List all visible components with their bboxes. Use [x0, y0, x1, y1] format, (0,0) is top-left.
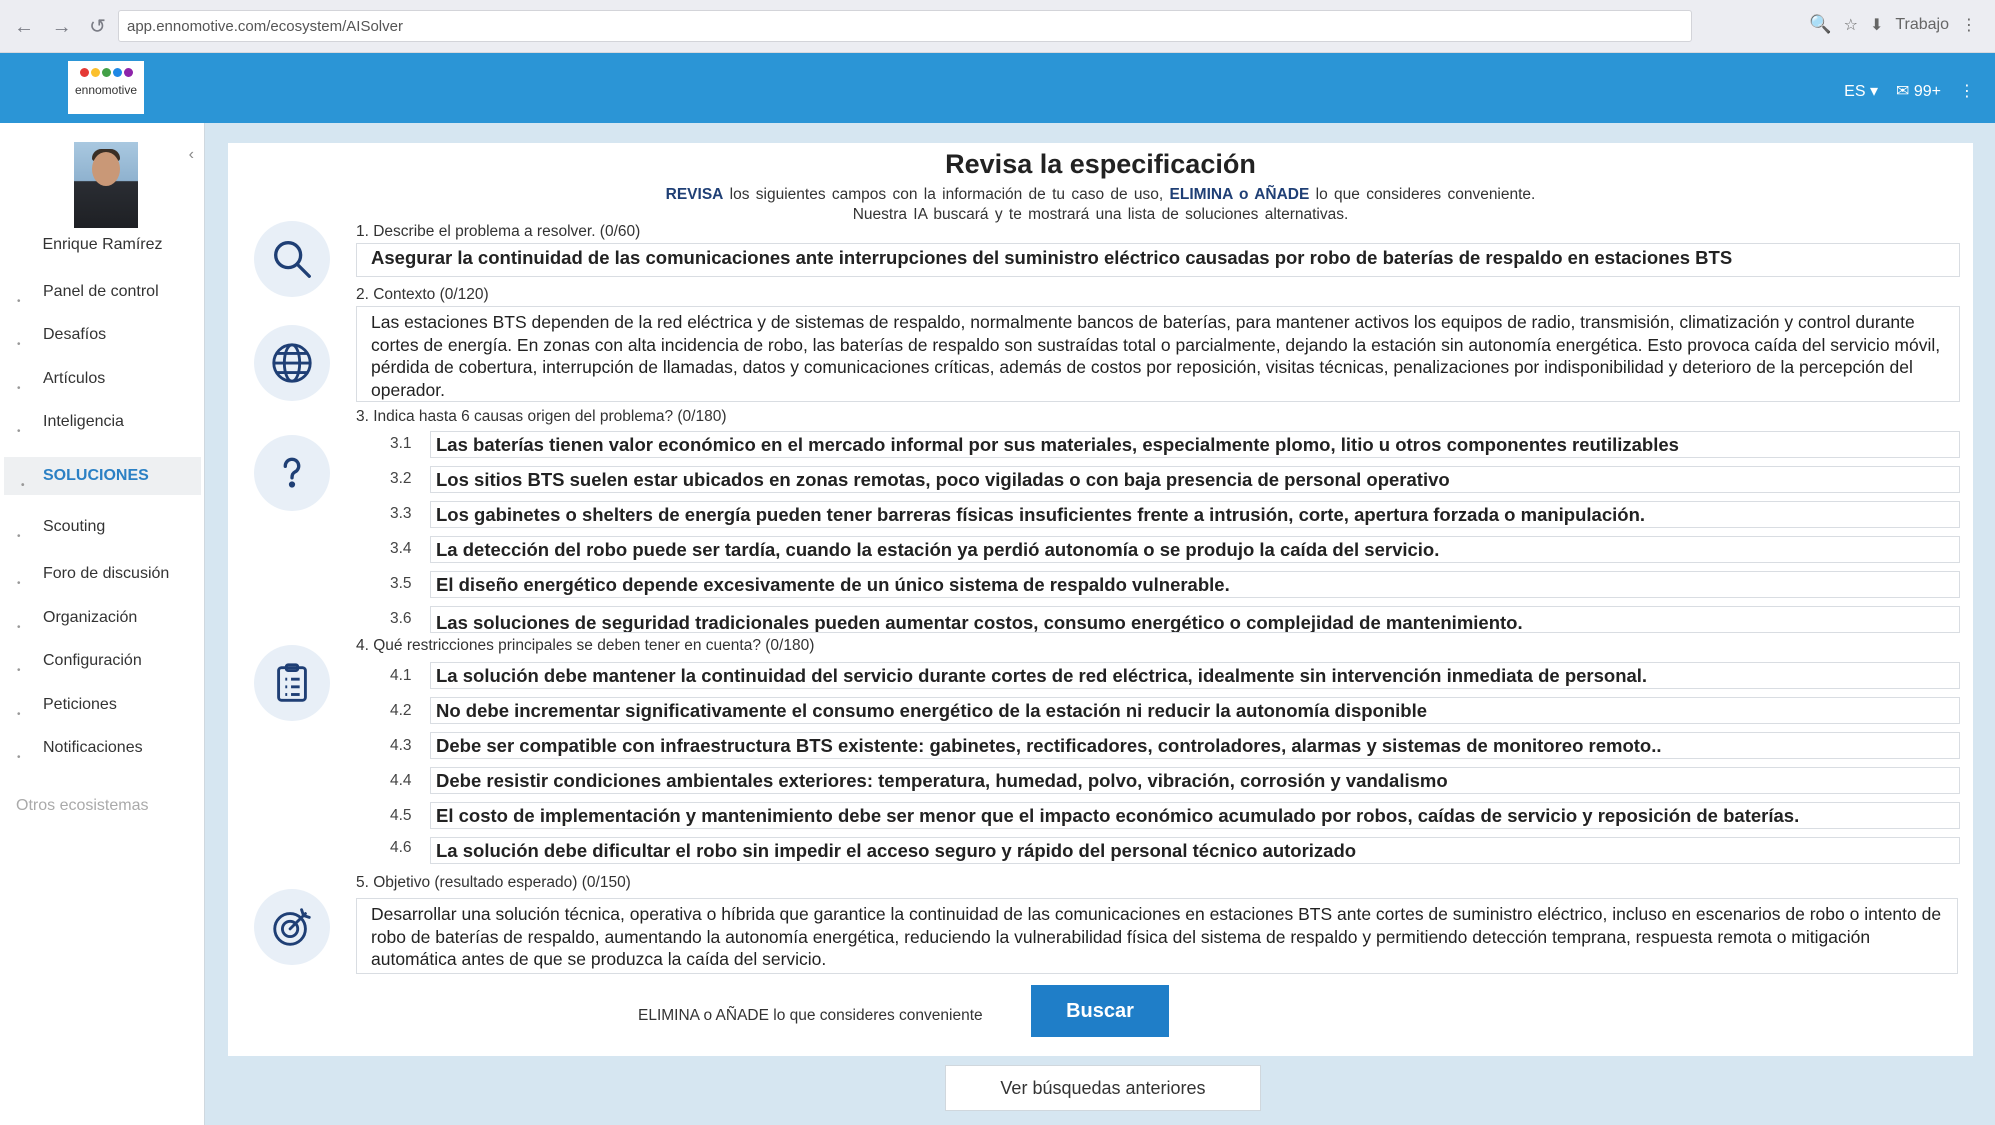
cause-number: 3.1 — [390, 435, 412, 452]
clipboard-checklist-icon — [254, 645, 330, 721]
forward-icon[interactable]: → — [51, 16, 78, 38]
back-icon[interactable]: ← — [14, 16, 40, 38]
cause-input[interactable]: Las soluciones de seguridad tradicionales pueden aumentar costos, consumo energético o complejidad de mantenimiento. — [430, 606, 1960, 633]
subtitle-text: los siguientes campos con la información de tu caso de uso, — [723, 186, 1170, 203]
sidebar-item-label: Inteligencia — [43, 413, 124, 430]
specification-card — [228, 143, 1973, 1056]
notifications-button[interactable]: ✉ 99+ — [1896, 83, 1941, 100]
sidebar-item-label: Panel de control — [43, 283, 159, 300]
question-icon — [254, 435, 330, 511]
restriction-input[interactable]: La solución debe mantener la continuidad del servicio durante cortes de red eléctrica, idealmente sin intervención inmediata de personal. — [430, 662, 1960, 689]
app-header — [0, 53, 1995, 123]
sidebar-item-label: Artículos — [43, 370, 106, 387]
restriction-input[interactable]: El costo de implementación y mantenimiento debe ser menor que el impacto económico acumulado por robos, caídas de servicio y reposición de baterías. — [430, 802, 1960, 829]
language-selector[interactable]: ES ▾ — [1844, 83, 1878, 100]
problem-input[interactable]: Asegurar la continuidad de las comunicaciones ante interrupciones del suministro eléctrico causadas por robo de baterías de respaldo en estaciones BTS — [356, 243, 1960, 277]
cause-input[interactable]: El diseño energético depende excesivamente de un único sistema de respaldo vulnerable. — [430, 571, 1960, 598]
objective-label: 5. Objetivo (resultado esperado) (0/150) — [356, 874, 631, 891]
o-keyword: o — [1232, 186, 1255, 203]
bottom-hint: ELIMINA o AÑADE lo que consideres conveniente — [638, 1007, 983, 1024]
context-textarea[interactable]: Las estaciones BTS dependen de la red eléctrica y de sistemas de respaldo, normalmente bancos de baterías, para mantener activos los equipos de radio, transmisión, climatización y control durante cortes de energía. En zonas con alta incidencia de robo, las baterías de respaldo son sustraídas total o parcialmente, dejando la estación sin autonomía energética. Esto provoca caída del servicio móvil, pérdida de cobertura, interrupción de llamadas, datos y comunicaciones críticas, además de costos por reposición, visitas técnicas, penalizaciones por indisponibilidad y deterioro de la percepción del operador. — [356, 306, 1960, 402]
reload-icon[interactable]: ↺ — [89, 16, 112, 38]
page-subtitle — [228, 185, 1973, 225]
sidebar-item-peticiones[interactable]: • Peticiones — [17, 696, 117, 720]
restriction-number: 4.6 — [390, 839, 412, 856]
restriction-number: 4.2 — [390, 702, 412, 719]
sidebar-item-label: Organización — [43, 609, 138, 626]
page-title: Revisa la especificación — [945, 149, 1256, 179]
restriction-number: 4.1 — [390, 667, 412, 684]
sidebar-item-foro[interactable]: • Foro de discusión — [17, 565, 170, 589]
avatar[interactable] — [74, 142, 138, 228]
sidebar-item-inteligencia[interactable]: • Inteligencia — [17, 413, 124, 437]
download-icon[interactable]: ⬇ — [1869, 16, 1884, 34]
context-label: 2. Contexto (0/120) — [356, 286, 489, 303]
search-button[interactable]: Buscar — [1031, 985, 1169, 1037]
subtitle-text: lo que consideres conveniente. — [1309, 186, 1536, 203]
revisa-keyword: REVISA — [665, 186, 724, 203]
profile-button[interactable]: Trabajo — [1895, 15, 1949, 33]
subtitle-line2: Nuestra IA buscará y te mostrará una lista de soluciones alternativas. — [852, 206, 1349, 223]
sidebar-item-desafios[interactable]: • Desafíos — [17, 326, 107, 350]
sidebar-item-label: Configuración — [43, 652, 142, 669]
restriction-number: 4.4 — [390, 772, 412, 789]
sidebar-item-label: Peticiones — [43, 696, 117, 713]
sidebar-item-soluciones[interactable]: • SOLUCIONES — [4, 457, 201, 495]
sidebar-item-label: Notificaciones — [43, 739, 143, 756]
restriction-input[interactable]: No debe incrementar significativamente el consumo energético de la estación ni reducir la autonomía disponible — [430, 697, 1960, 724]
logo-mark — [68, 68, 144, 77]
sidebar — [0, 123, 205, 1125]
restriction-input[interactable]: La solución debe dificultar el robo sin impedir el acceso seguro y rápido del personal técnico autorizado — [430, 837, 1960, 864]
cause-input[interactable]: La detección del robo puede ser tardía, cuando la estación ya perdió autonomía o se produjo la caída del servicio. — [430, 536, 1960, 563]
sidebar-item-label: Scouting — [43, 518, 106, 535]
previous-searches-button[interactable]: Ver búsquedas anteriores — [945, 1065, 1261, 1111]
sidebar-item-label: Desafíos — [43, 326, 107, 343]
cause-number: 3.2 — [390, 470, 412, 487]
sidebar-item-notificaciones[interactable]: • Notificaciones — [17, 739, 143, 763]
ennomotive-logo[interactable] — [68, 61, 144, 114]
restriction-input[interactable]: Debe resistir condiciones ambientales exteriores: temperatura, humedad, polvo, vibración, corrosión y vandalismo — [430, 767, 1960, 794]
sidebar-item-label: SOLUCIONES — [43, 467, 149, 484]
collapse-sidebar-icon[interactable]: ‹ — [188, 146, 194, 163]
zoom-icon[interactable]: 🔍 — [1809, 14, 1832, 34]
search-icon — [254, 221, 330, 297]
anade-keyword: AÑADE — [1254, 186, 1310, 203]
user-name: Enrique Ramírez — [42, 236, 163, 253]
cause-number: 3.5 — [390, 575, 412, 592]
globe-icon — [254, 325, 330, 401]
logo-text: ennomotive — [74, 83, 138, 97]
address-bar[interactable]: app.ennomotive.com/ecosystem/AISolver — [118, 10, 1692, 42]
sidebar-item-panel[interactable]: • Panel de control — [17, 283, 159, 307]
restriction-input[interactable]: Debe ser compatible con infraestructura BTS existente: gabinetes, rectificadores, controladores, alarmas y sistemas de monitoreo remoto.. — [430, 732, 1960, 759]
browser-toolbar — [0, 0, 1995, 53]
restrictions-label: 4. Qué restricciones principales se deben tener en cuenta? (0/180) — [356, 637, 815, 654]
sidebar-item-articulos[interactable]: • Artículos — [17, 370, 106, 394]
browser-nav — [14, 14, 112, 39]
target-icon — [254, 889, 330, 965]
sidebar-item-scouting[interactable]: • Scouting — [17, 518, 106, 542]
cause-number: 3.6 — [390, 610, 412, 627]
problem-label: 1. Describe el problema a resolver. (0/60) — [356, 223, 641, 240]
restriction-number: 4.3 — [390, 737, 412, 754]
causes-label: 3. Indica hasta 6 causas origen del problema? (0/180) — [356, 408, 727, 425]
restriction-number: 4.5 — [390, 807, 412, 824]
other-ecosystems-link[interactable]: Otros ecosistemas — [16, 797, 149, 814]
cause-number: 3.4 — [390, 540, 412, 557]
cause-input[interactable]: Las baterías tienen valor económico en el mercado informal por sus materiales, especialmente plomo, litio u otros componentes reutilizables — [430, 431, 1960, 458]
sidebar-item-label: Foro de discusión — [43, 565, 170, 582]
cause-input[interactable]: Los sitios BTS suelen estar ubicados en zonas remotas, poco vigiladas o con baja presencia de personal operativo — [430, 466, 1960, 493]
sidebar-item-configuracion[interactable]: • Configuración — [17, 652, 142, 676]
cause-number: 3.3 — [390, 505, 412, 522]
header-actions — [1844, 81, 1975, 101]
browser-menu-icon[interactable]: ⋮ — [1961, 16, 1977, 34]
header-menu-icon[interactable]: ⋮ — [1959, 83, 1975, 100]
star-icon[interactable]: ☆ — [1843, 16, 1858, 34]
objective-textarea[interactable]: Desarrollar una solución técnica, operativa o híbrida que garantice la continuidad de las comunicaciones en estaciones BTS ante cortes de suministro eléctrico, incluso en escenarios de robo o intento de robo de baterías de respaldo, aumentando la autonomía energética, reduciendo la vulnerabilidad física del sistema de respaldo y permitiendo detección temprana, respuesta remota o mitigación automática antes de que se produzca la caída del servicio. — [356, 898, 1958, 974]
browser-actions — [1809, 14, 1977, 35]
elimina-keyword: ELIMINA — [1169, 186, 1233, 203]
cause-input[interactable]: Los gabinetes o shelters de energía pueden tener barreras físicas insuficientes frente a intrusión, corte, apertura forzada o manipulación. — [430, 501, 1960, 528]
sidebar-item-organizacion[interactable]: • Organización — [17, 609, 138, 633]
